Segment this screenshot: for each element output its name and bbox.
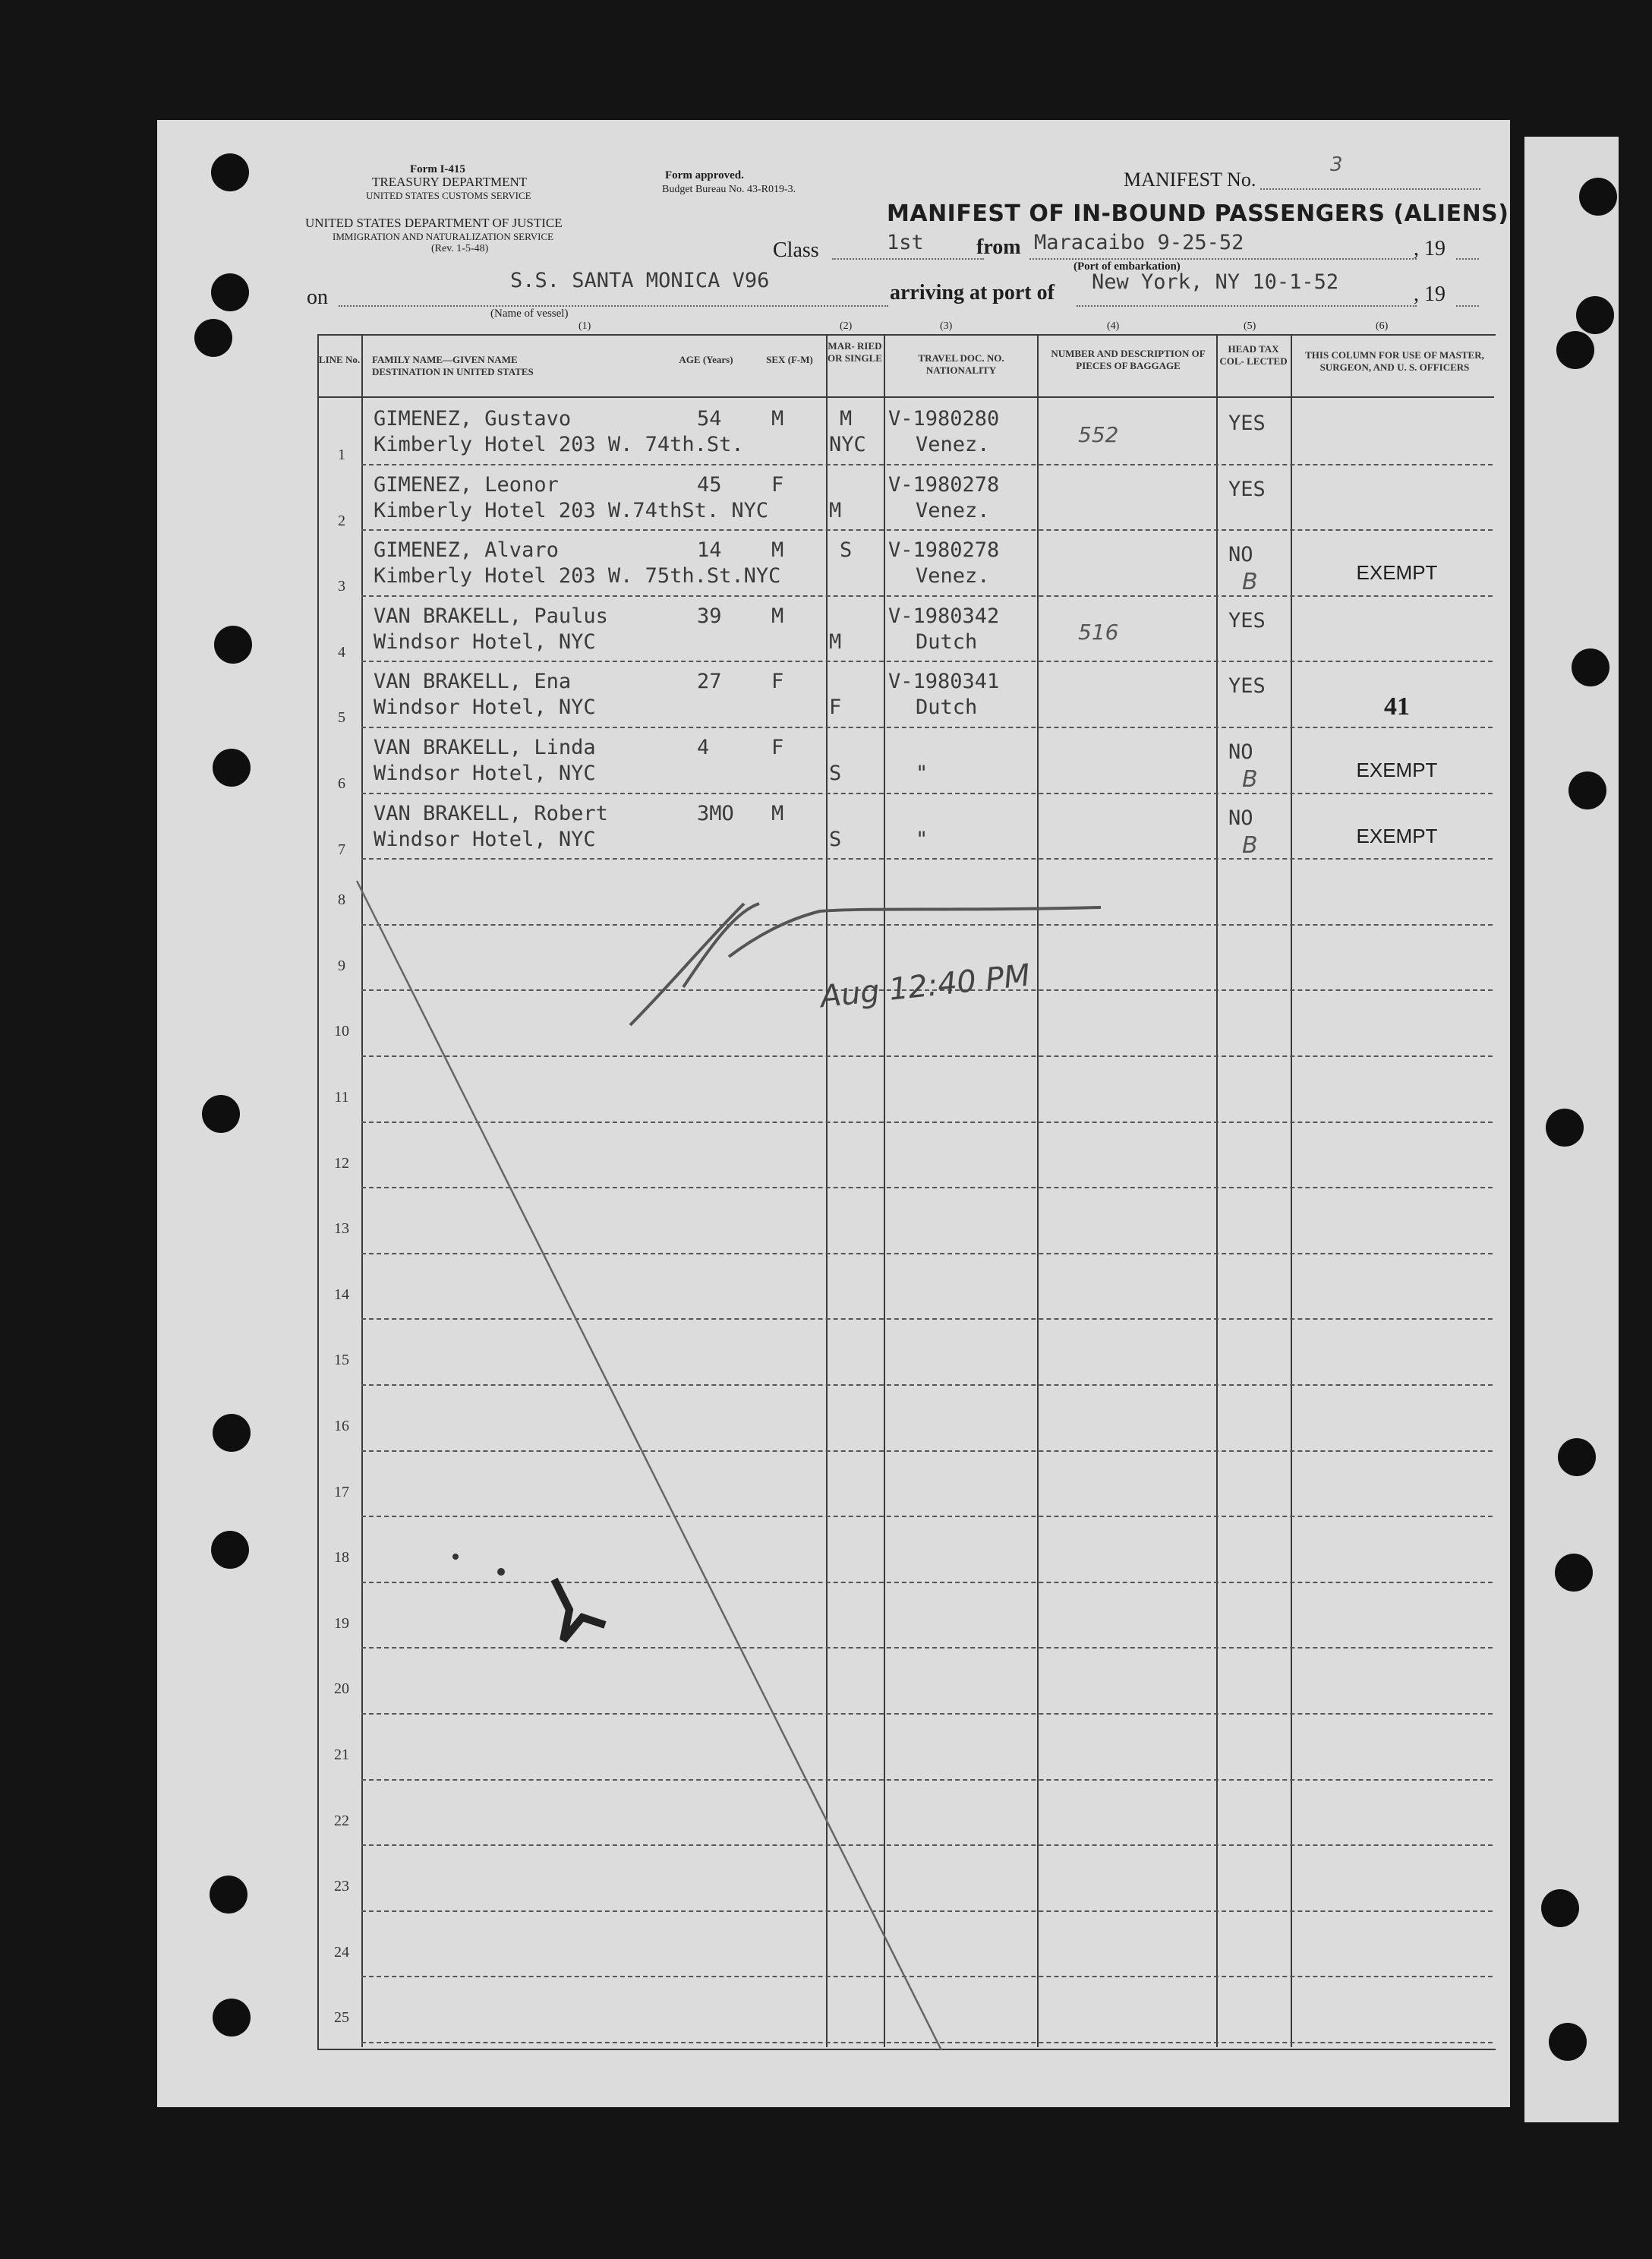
baggage-count: 552 — [1078, 422, 1119, 447]
line-number: 19 — [334, 1614, 349, 1632]
row-separator — [361, 1582, 1493, 1583]
punch-hole — [1556, 331, 1594, 369]
travel-doc-number: V-1980342 — [888, 604, 1000, 628]
line-number: 22 — [334, 1812, 349, 1829]
passenger-marital: S — [840, 538, 853, 563]
line-number: 5 — [338, 709, 345, 727]
row-separator — [361, 858, 1493, 860]
head-tax-status: NO — [1228, 740, 1253, 764]
passenger-age: 3MO — [697, 801, 734, 825]
header-married: MAR- RIED OR SINGLE — [828, 340, 882, 364]
travel-doc-number: V-1980280 — [888, 407, 1000, 431]
line-number: 14 — [334, 1286, 349, 1303]
officer-note: EXEMPT — [1356, 561, 1438, 585]
punch-hole — [211, 153, 249, 191]
embarkation-caption: (Port of embarkation) — [1073, 260, 1181, 273]
vessel-name: S.S. SANTA MONICA V96 — [510, 269, 770, 292]
punch-hole — [1558, 1438, 1596, 1476]
officer-note: EXEMPT — [1356, 759, 1438, 781]
travel-doc-number: V-1980341 — [888, 670, 1000, 694]
nationality: " — [916, 762, 928, 785]
passenger-destination: Windsor Hotel, NYC — [374, 629, 596, 654]
row-separator — [361, 727, 1493, 728]
head-tax-status: YES — [1228, 608, 1266, 633]
passenger-age: 14 — [697, 538, 722, 563]
punch-hole — [213, 1999, 251, 2037]
passenger-name: GIMENEZ, Leonor — [374, 472, 559, 497]
passenger-age: 54 — [697, 407, 722, 431]
nationality: Dutch — [916, 696, 978, 720]
row-separator — [361, 1450, 1493, 1452]
row-separator — [361, 529, 1493, 531]
passenger-marital-2: S — [829, 762, 842, 785]
nationality: Venez. — [916, 498, 990, 522]
passenger-marital-2: NYC — [829, 433, 866, 456]
class-value: 1st — [887, 231, 924, 254]
nationality: Dutch — [916, 629, 978, 654]
column-6-caption: (6) — [1376, 320, 1389, 332]
line-number: 15 — [334, 1352, 349, 1369]
line-number: 6 — [338, 775, 345, 792]
passenger-marital-2: S — [829, 827, 842, 851]
row-separator — [361, 1122, 1493, 1123]
on-label: on — [307, 286, 328, 309]
nationality: Venez. — [916, 564, 990, 588]
row-separator — [361, 1318, 1493, 1320]
passenger-name: GIMENEZ, Gustavo — [374, 407, 572, 431]
line-number: 16 — [334, 1418, 349, 1434]
passenger-destination: Windsor Hotel, NYC — [374, 762, 596, 785]
travel-doc-number: V-1980278 — [888, 538, 1000, 563]
passenger-age: 39 — [697, 604, 722, 628]
travel-doc-number: V-1980278 — [888, 472, 1000, 497]
line-number: 7 — [338, 841, 345, 858]
punch-hole — [211, 1531, 249, 1569]
year-label-2: , 19 — [1414, 282, 1446, 306]
header-officers: THIS COLUMN FOR USE OF MASTER, SURGEON, AND U. S. OFFICERS — [1305, 349, 1484, 373]
header-sex: SEX (F-M) — [766, 354, 813, 365]
row-separator — [361, 2042, 1493, 2043]
head-tax-note: B — [1242, 569, 1258, 596]
vessel-caption: (Name of vessel) — [490, 308, 569, 320]
row-separator — [361, 1976, 1493, 1977]
punch-hole — [211, 273, 249, 311]
line-number: 2 — [338, 512, 345, 529]
time-annotation: Aug 12:40 PM — [818, 958, 1032, 1015]
punch-hole — [213, 749, 251, 787]
officer-note: EXEMPT — [1356, 824, 1438, 847]
header-age: AGE (Years) — [679, 354, 733, 365]
header-head-tax: HEAD TAX COL- LECTED — [1219, 343, 1288, 367]
budget-bureau: Budget Bureau No. 43-R019-3. — [662, 184, 796, 195]
row-separator — [361, 1253, 1493, 1254]
passenger-age: 45 — [697, 472, 722, 497]
column-2-caption: (2) — [840, 320, 853, 332]
line-number: 17 — [334, 1483, 349, 1500]
passenger-age: 27 — [697, 670, 722, 694]
passenger-name: VAN BRAKELL, Ena — [374, 670, 572, 694]
line-number: 18 — [334, 1549, 349, 1566]
passenger-marital-2: M — [829, 498, 842, 522]
revision: (Rev. 1-5-48) — [431, 243, 489, 254]
row-separator — [361, 1910, 1493, 1912]
line-number: 12 — [334, 1154, 349, 1172]
ins-service: IMMIGRATION AND NATURALIZATION SERVICE — [333, 231, 554, 242]
passenger-name: GIMENEZ, Alvaro — [374, 538, 559, 563]
justice-dept: UNITED STATES DEPARTMENT OF JUSTICE — [305, 216, 563, 230]
passenger-name: VAN BRAKELL, Linda — [374, 736, 596, 759]
row-separator — [361, 1516, 1493, 1517]
line-number: 11 — [334, 1089, 349, 1106]
passenger-destination: Kimberly Hotel 203 W. 74th.St. — [374, 433, 744, 456]
head-tax-status: YES — [1228, 477, 1266, 501]
header-baggage: NUMBER AND DESCRIPTION OF PIECES OF BAGGAGE — [1051, 348, 1206, 371]
header-travel-doc: TRAVEL DOC. NO. NATIONALITY — [918, 352, 1004, 376]
head-tax-status: NO — [1228, 543, 1253, 567]
nationality: Venez. — [916, 433, 990, 456]
manifest-table — [317, 334, 1496, 2050]
punch-hole — [1579, 178, 1617, 216]
passenger-name: VAN BRAKELL, Paulus — [374, 604, 608, 628]
row-separator — [361, 1844, 1493, 1846]
passenger-destination: Windsor Hotel, NYC — [374, 827, 596, 851]
line-number: 8 — [338, 891, 345, 909]
punch-hole — [194, 319, 232, 357]
row-separator — [361, 595, 1493, 597]
row-separator — [361, 1647, 1493, 1649]
passenger-sex: F — [771, 736, 784, 759]
line-number: 9 — [338, 957, 345, 974]
line-number: 3 — [338, 578, 345, 595]
passenger-destination: Kimberly Hotel 203 W.74thSt. NYC — [374, 498, 769, 522]
passenger-age: 4 — [697, 736, 710, 759]
punch-hole — [1549, 2023, 1587, 2061]
punch-hole — [1576, 296, 1614, 334]
column-1-caption: (1) — [579, 320, 591, 332]
line-number: 25 — [334, 2009, 349, 2027]
treasury-dept: TREASURY DEPARTMENT — [372, 175, 528, 189]
class-label: Class — [773, 238, 819, 262]
line-number: 4 — [338, 643, 345, 661]
punch-hole — [1555, 1554, 1593, 1592]
year-label-1: , 19 — [1414, 237, 1446, 260]
form-approved: Form approved. — [665, 169, 744, 181]
row-separator — [361, 793, 1493, 794]
row-separator — [361, 1713, 1493, 1715]
arrival-port: New York, NY 10-1-52 — [1092, 270, 1339, 294]
row-separator — [361, 1384, 1493, 1386]
row-separator — [361, 661, 1493, 662]
line-number: 1 — [338, 446, 345, 463]
customs-service: UNITED STATES CUSTOMS SERVICE — [366, 190, 531, 201]
column-5-caption: (5) — [1244, 320, 1256, 332]
punch-hole — [1568, 771, 1606, 809]
line-number: 24 — [334, 1943, 349, 1961]
passenger-marital: M — [840, 407, 853, 431]
from-label: from — [976, 235, 1021, 259]
punch-hole — [214, 626, 252, 664]
row-separator — [361, 1779, 1493, 1781]
manifest-title: MANIFEST OF IN-BOUND PASSENGERS (ALIENS) — [887, 200, 1509, 227]
head-tax-status: YES — [1228, 412, 1266, 435]
header-name: FAMILY NAME—GIVEN NAME DESTINATION IN UNITED STATES — [372, 354, 534, 377]
punch-hole — [210, 1876, 247, 1914]
row-separator — [361, 924, 1493, 926]
passenger-destination: Windsor Hotel, NYC — [374, 696, 596, 720]
punch-hole — [1541, 1889, 1579, 1927]
punch-hole — [1572, 648, 1609, 686]
head-tax-note: B — [1242, 831, 1258, 859]
head-tax-status: YES — [1228, 674, 1266, 699]
row-separator — [361, 1055, 1493, 1057]
passenger-sex: F — [771, 472, 784, 497]
form-number: Form I-415 — [410, 163, 465, 175]
head-tax-status: NO — [1228, 806, 1253, 830]
column-3-caption: (3) — [940, 320, 953, 332]
passenger-sex: F — [771, 670, 784, 694]
passenger-sex: M — [771, 538, 784, 563]
line-number: 20 — [334, 1680, 349, 1698]
punch-hole — [1546, 1109, 1584, 1147]
passenger-destination: Kimberly Hotel 203 W. 75th.St.NYC — [374, 564, 781, 588]
line-number: 21 — [334, 1746, 349, 1763]
nationality: " — [916, 827, 928, 851]
manifest-number: 3 — [1330, 153, 1343, 176]
header-line-no: LINE No. — [318, 354, 361, 365]
passenger-sex: M — [771, 407, 784, 431]
passenger-sex: M — [771, 604, 784, 628]
row-separator — [361, 464, 1493, 465]
row-separator — [361, 1187, 1493, 1188]
officer-note: 41 — [1384, 693, 1410, 721]
head-tax-note: B — [1242, 766, 1258, 793]
embarkation-port: Maracaibo 9-25-52 — [1034, 231, 1244, 254]
passenger-name: VAN BRAKELL, Robert — [374, 801, 608, 825]
column-4-caption: (4) — [1107, 320, 1120, 332]
passenger-marital-2: M — [829, 629, 842, 654]
line-number: 13 — [334, 1220, 349, 1238]
baggage-count: 516 — [1078, 619, 1119, 645]
arriving-label: arriving at port of — [890, 281, 1055, 304]
punch-hole — [213, 1414, 251, 1452]
passenger-marital-2: F — [829, 696, 842, 720]
manifest-label: MANIFEST No. — [1124, 169, 1256, 191]
line-number: 10 — [334, 1023, 349, 1040]
punch-hole — [202, 1095, 240, 1133]
line-number: 23 — [334, 1878, 349, 1895]
passenger-sex: M — [771, 801, 784, 825]
